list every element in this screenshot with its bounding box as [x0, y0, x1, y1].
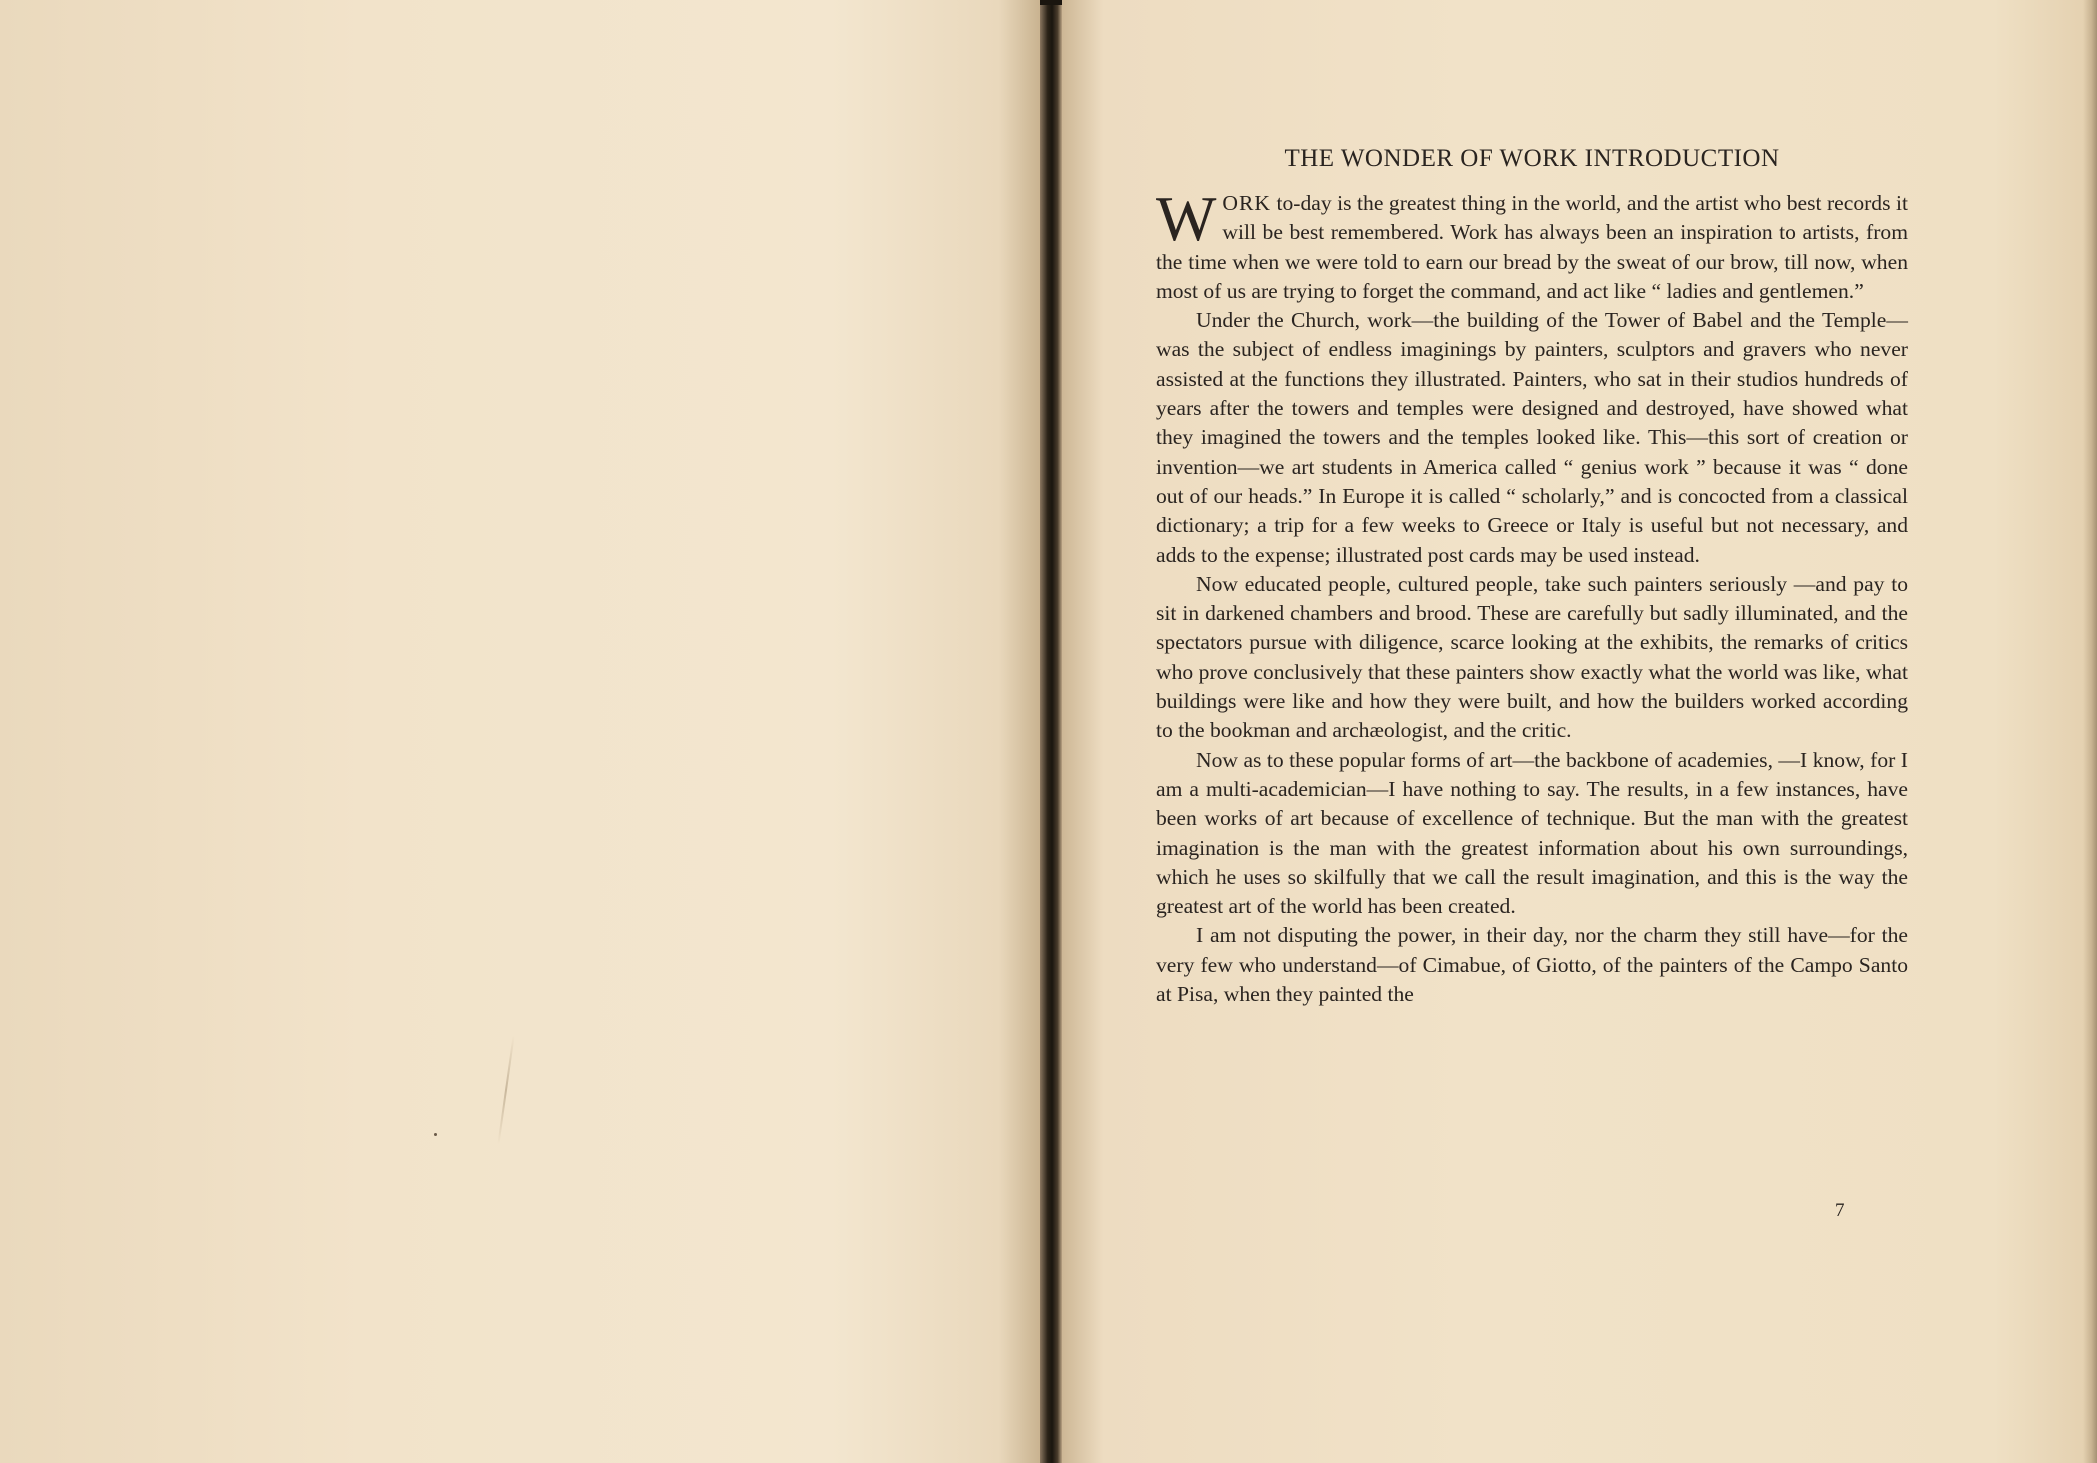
paragraph-2: Under the Church, work—the building of the Tower of Babel and the Temple—was the subject of endless imaginings by painters, sculptors and gravers who never assisted at the functions they illustrated. Painters, who sat in their studios hundreds of years after the towers and temples were designed and destroyed, have showed what they imagined the towers and the temples looked like. This—this sort of creation or invention—we art students in America called “ genius work ” because it was “ done out of our heads.” In Europe it is called “ scholarly,” and is concocted from a classical dictionary; a trip for a few weeks to Greece or Italy is useful but not necessary, and adds to the expense; illustrated post cards may be used instead. [1156, 308, 1908, 567]
first-word-rest: ORK [1222, 191, 1271, 215]
drop-cap: W [1156, 183, 1217, 254]
page-edge-shadow [2083, 0, 2097, 1463]
page-text-block [1156, 145, 1908, 1009]
paragraph-1 [1156, 183, 1908, 306]
paper-speck [434, 1133, 437, 1136]
book-gutter [1040, 0, 1062, 1463]
paragraph-5: I am not disputing the power, in their day, nor the charm they still have—for the very few who understand—of Cimabue, of Giotto, of the painters of the Campo Santo at Pisa, when they painted the [1156, 923, 1908, 1007]
body-text [1156, 183, 1908, 1009]
paper-crease [497, 1035, 514, 1144]
left-page-blank [0, 0, 1040, 1463]
running-title: THE WONDER OF WORK INTRODUCTION [1284, 145, 1780, 172]
paragraph-4: Now as to these popular forms of art—the backbone of academies, —I know, for I am a multi-academician—I have nothing to say. The results, in a few instances, have been works of art because of excellence of technique. But the man with the greatest imagination is the man with the greatest information about his own surroundings, which he uses so skilfully that we call the result imagination, and this is the way the greatest art of the world has been created. [1156, 747, 1908, 919]
page-number: 7 [1835, 1200, 1845, 1221]
paragraph-3: Now educated people, cultured people, take such painters seriously —and pay to sit in darkened chambers and brood. These are carefully but sadly illuminated, and the spectators pursue with diligence, scarce looking at the exhibits, the remarks of critics who prove conclusively that these painters show exactly what the world was like, what buildings were like and how they were built, and how the builders worked according to the bookman and archæologist, and the critic. [1156, 571, 1908, 743]
paragraph-1-text: to-day is the greatest thing in the world, and the artist who best records it will be best remembered. Work has always been an inspiration to artists, from the time when we were told to earn our bread by the sweat of our brow, till now, when most of us are trying to forget the command, and act like “ ladies and gentlemen.” [1156, 191, 1908, 303]
